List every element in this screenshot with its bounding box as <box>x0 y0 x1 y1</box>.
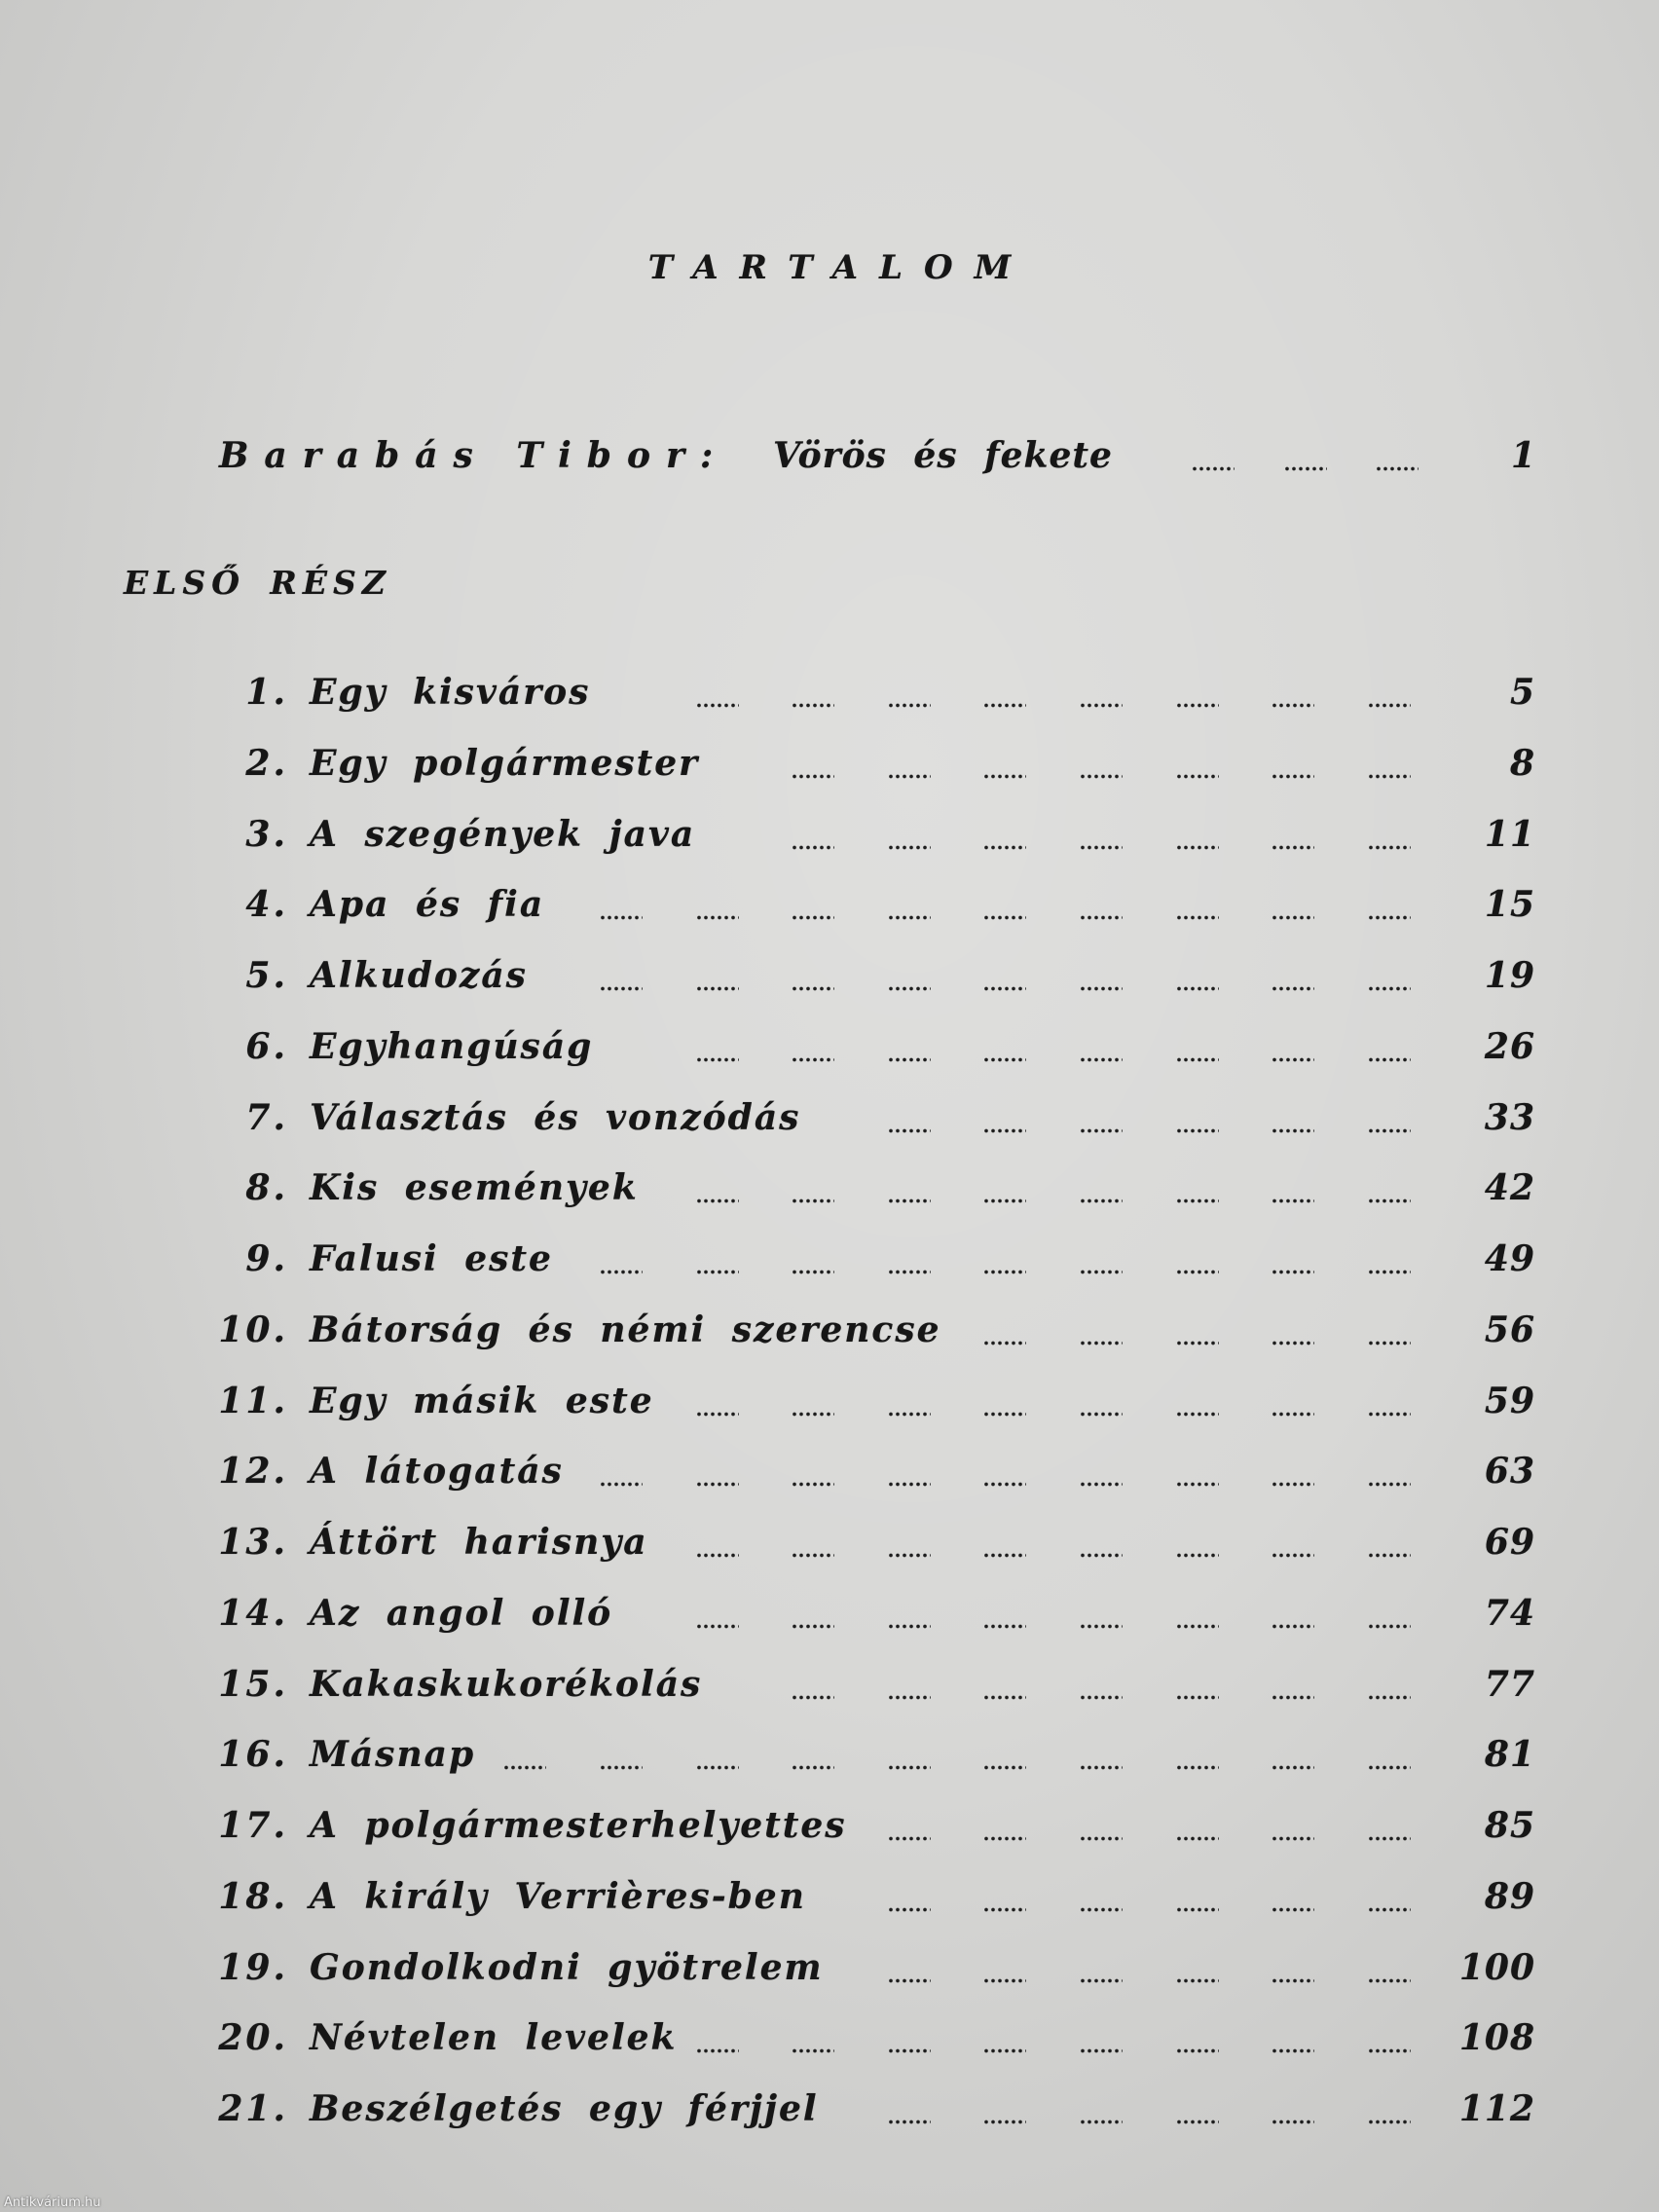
chapter-title: Áttört harisnya <box>310 1522 648 1563</box>
dot-leader-group <box>1272 1836 1314 1841</box>
dot-leader-group <box>1272 915 1314 920</box>
dot-leader-group <box>888 1412 931 1417</box>
chapter-number: 4. <box>245 884 288 926</box>
chapter-page-number: 108 <box>1458 2017 1535 2059</box>
dot-leader-group <box>1176 2120 1219 2124</box>
chapter-entry <box>0 1366 1659 1437</box>
dot-leader-group <box>983 915 1026 920</box>
intro-title: Vörös és fekete <box>773 435 1113 476</box>
dot-leader-group <box>1368 1765 1411 1770</box>
dot-leader-group <box>1368 703 1411 708</box>
dot-leader-group <box>1272 2048 1314 2053</box>
dot-leader-group <box>983 703 1026 708</box>
chapter-entry <box>0 1933 1659 2004</box>
chapter-number: 21. <box>218 2088 288 2129</box>
dot-leader-group <box>696 1482 739 1487</box>
chapter-title: Egy másik este <box>310 1380 654 1421</box>
dot-leader-group <box>1080 1836 1123 1841</box>
chapter-title: Bátorság és némi szerencse <box>310 1309 941 1350</box>
dot-leader-group <box>1176 1553 1219 1558</box>
dot-leader-group <box>983 1765 1026 1770</box>
dot-leader-group <box>600 1270 643 1274</box>
dot-leader-group <box>792 915 834 920</box>
dot-leader-group <box>1080 1482 1123 1487</box>
chapter-title: Kakaskukorékolás <box>310 1663 703 1705</box>
dot-leader-group <box>503 1765 546 1770</box>
dot-leader-group <box>983 1057 1026 1062</box>
dot-leader-group <box>1176 1482 1219 1487</box>
chapter-entry <box>0 1649 1659 1720</box>
chapter-number: 8. <box>245 1167 288 1209</box>
dot-leader-group <box>1368 986 1411 991</box>
chapter-entry <box>0 1436 1659 1507</box>
chapter-number: 5. <box>245 955 288 996</box>
dot-leader-group <box>792 1198 834 1203</box>
dot-leader-group <box>1176 1765 1219 1770</box>
dot-leader-group <box>888 2120 931 2124</box>
chapter-number: 14. <box>218 1592 288 1634</box>
dot-leader-group <box>1176 1412 1219 1417</box>
dot-leader-group <box>1176 986 1219 991</box>
dot-leader-group <box>1368 1412 1411 1417</box>
chapter-entry <box>0 1719 1659 1790</box>
chapter-entry <box>0 1083 1659 1154</box>
dot-leader-group <box>792 774 834 779</box>
dot-leader-group <box>792 1624 834 1629</box>
dot-leader-group <box>600 1482 643 1487</box>
dot-leader-group <box>1272 774 1314 779</box>
dot-leader-group <box>888 1765 931 1770</box>
dot-leader-group <box>888 1270 931 1274</box>
chapter-page-number: 15 <box>1484 884 1535 926</box>
dot-leader-group <box>983 986 1026 991</box>
dot-leader-group <box>696 1765 739 1770</box>
chapter-entry <box>0 728 1659 799</box>
chapter-entry <box>0 799 1659 870</box>
dot-leader-group <box>983 1412 1026 1417</box>
chapter-page-number: 77 <box>1484 1663 1535 1705</box>
chapter-number: 3. <box>245 813 288 855</box>
dot-leader-group <box>696 1270 739 1274</box>
dot-leader-group <box>600 915 643 920</box>
dot-leader-group <box>1272 703 1314 708</box>
chapter-number: 10. <box>218 1309 288 1350</box>
chapter-title: Alkudozás <box>310 955 528 996</box>
dot-leader-group <box>983 1482 1026 1487</box>
dot-leader-group <box>1272 1978 1314 1983</box>
chapter-page-number: 112 <box>1458 2088 1535 2129</box>
dot-leader-group <box>1272 1624 1314 1629</box>
dot-leader-group <box>1176 774 1219 779</box>
dot-leader-group <box>888 1624 931 1629</box>
dot-leader-group <box>1272 1907 1314 1912</box>
dot-leader-group <box>1272 1057 1314 1062</box>
chapter-title: Másnap <box>310 1734 476 1776</box>
chapter-number: 13. <box>218 1522 288 1563</box>
dot-leader-group <box>1272 1553 1314 1558</box>
dot-leader-group <box>983 1270 1026 1274</box>
dot-leader-group <box>1080 1198 1123 1203</box>
dot-leader-group <box>1080 1978 1123 1983</box>
chapter-number: 12. <box>218 1451 288 1493</box>
chapter-number: 17. <box>218 1805 288 1846</box>
dot-leader-group <box>696 1624 739 1629</box>
dot-leader-group <box>1080 1128 1123 1133</box>
chapter-title: Az angol olló <box>310 1592 613 1634</box>
dot-leader-group <box>1272 1482 1314 1487</box>
dot-leader-group <box>792 1482 834 1487</box>
dot-leader-group <box>792 1553 834 1558</box>
chapter-entry <box>0 940 1659 1012</box>
dot-leader-group <box>983 1128 1026 1133</box>
dot-leader-group <box>600 1765 643 1770</box>
dot-leader-group <box>1176 703 1219 708</box>
dot-leader-group <box>888 1695 931 1700</box>
chapter-page-number: 69 <box>1484 1522 1535 1563</box>
dot-leader-group <box>1272 1695 1314 1700</box>
dot-leader-group <box>1080 774 1123 779</box>
chapter-page-number: 26 <box>1484 1025 1535 1067</box>
chapter-number: 19. <box>218 1946 288 1988</box>
chapter-page-number: 19 <box>1484 955 1535 996</box>
dot-leader-group <box>1272 2120 1314 2124</box>
dot-leader-group <box>1368 1198 1411 1203</box>
chapter-page-number: 49 <box>1484 1238 1535 1279</box>
dot-leader-group <box>983 1836 1026 1841</box>
dot-leader-group <box>1368 1978 1411 1983</box>
dot-leader-group <box>1176 1695 1219 1700</box>
dot-leader-group <box>1176 1624 1219 1629</box>
chapter-page-number: 8 <box>1509 742 1535 784</box>
dot-leader-group <box>792 2048 834 2053</box>
dot-leader-group <box>1080 1907 1123 1912</box>
dot-leader-group <box>792 703 834 708</box>
dot-leader-group <box>1080 1695 1123 1700</box>
dot-leader-group <box>696 915 739 920</box>
dot-leader-group <box>1080 1270 1123 1274</box>
dot-leader-group <box>1080 1624 1123 1629</box>
dot-leader-group <box>1368 2120 1411 2124</box>
chapter-title: Apa és fia <box>310 884 545 926</box>
dot-leader-group <box>983 2048 1026 2053</box>
chapter-entry <box>0 1153 1659 1224</box>
dot-leader-group <box>792 1270 834 1274</box>
dot-leader-group <box>792 986 834 991</box>
dot-leader-group <box>1272 1412 1314 1417</box>
dot-leader-group <box>1080 1765 1123 1770</box>
watermark: Antikvárium.hu <box>4 2195 101 2210</box>
chapter-page-number: 33 <box>1484 1096 1535 1138</box>
dot-leader-group <box>792 1057 834 1062</box>
page-title: TARTALOM <box>647 248 1033 287</box>
dot-leader-group <box>1176 1270 1219 1274</box>
dot-leader-group <box>1176 2048 1219 2053</box>
chapter-page-number: 42 <box>1484 1167 1535 1209</box>
dot-leader-group <box>1368 845 1411 850</box>
dot-leader-group <box>888 774 931 779</box>
chapter-title: A király Verrières-ben <box>310 1875 806 1917</box>
chapter-entry <box>0 1507 1659 1578</box>
part-heading: ELSŐ RÉSZ <box>124 564 391 602</box>
chapter-number: 15. <box>218 1663 288 1705</box>
chapter-number: 20. <box>218 2017 288 2059</box>
dot-leader-group <box>1080 2048 1123 2053</box>
dot-leader-group <box>792 1765 834 1770</box>
dot-leader-group <box>1080 1553 1123 1558</box>
chapter-entry <box>0 657 1659 728</box>
chapter-number: 9. <box>245 1238 288 1279</box>
dot-leader-group <box>1368 1270 1411 1274</box>
dot-leader-group <box>983 845 1026 850</box>
dot-leader-group <box>1368 1836 1411 1841</box>
dot-leader-group <box>1176 1836 1219 1841</box>
dot-leader-group <box>1368 2048 1411 2053</box>
dot-leader-group <box>1176 1128 1219 1133</box>
dot-leader-group <box>983 2120 1026 2124</box>
chapter-entry <box>0 1862 1659 1933</box>
dot-leader-group <box>1080 703 1123 708</box>
dot-leader-group <box>888 845 931 850</box>
dot-leader-group <box>1272 1765 1314 1770</box>
dot-leader-group <box>696 1553 739 1558</box>
chapter-title: A szegények java <box>310 813 696 855</box>
chapter-title: Kis események <box>310 1167 639 1209</box>
chapter-number: 6. <box>245 1025 288 1067</box>
dot-leader-group <box>1272 1198 1314 1203</box>
dot-leader-group <box>1176 845 1219 850</box>
dot-leader-group <box>1176 1057 1219 1062</box>
dot-leader-group <box>696 986 739 991</box>
chapter-page-number: 63 <box>1484 1451 1535 1493</box>
dot-leader-group <box>1080 2120 1123 2124</box>
chapter-entry <box>0 2074 1659 2145</box>
dot-leader-group <box>1080 915 1123 920</box>
dot-leader-group <box>888 2048 931 2053</box>
chapter-number: 18. <box>218 1875 288 1917</box>
chapter-entry <box>0 1295 1659 1366</box>
dot-leader-group <box>1368 1624 1411 1629</box>
dot-leader-group <box>1368 774 1411 779</box>
dot-leader-group <box>600 986 643 991</box>
chapter-number: 7. <box>245 1096 288 1138</box>
dot-leader-group <box>888 1553 931 1558</box>
dot-leader-group <box>888 1836 931 1841</box>
dot-leader-group <box>1176 1198 1219 1203</box>
dot-leader-group <box>888 1057 931 1062</box>
dot-leader-group <box>696 1412 739 1417</box>
chapter-number: 16. <box>218 1734 288 1776</box>
dot-leader-group <box>696 1198 739 1203</box>
dot-leader-group <box>888 1482 931 1487</box>
chapter-number: 1. <box>245 672 288 713</box>
dot-leader-group <box>888 986 931 991</box>
chapter-number: 11. <box>218 1380 288 1421</box>
dot-leader-group <box>888 1198 931 1203</box>
dot-leader-group <box>1272 1341 1314 1346</box>
chapter-page-number: 5 <box>1509 672 1535 713</box>
chapter-page-number: 100 <box>1458 1946 1535 1988</box>
dot-leader-group <box>792 1412 834 1417</box>
chapter-title: Beszélgetés egy férjjel <box>310 2088 819 2129</box>
dot-leader-group <box>1368 1907 1411 1912</box>
dot-leader-group <box>1368 1695 1411 1700</box>
dot-leader-group <box>888 1128 931 1133</box>
dot-leader-group <box>696 703 739 708</box>
dot-leader-group <box>983 1553 1026 1558</box>
dot-leader-group <box>1368 1482 1411 1487</box>
chapter-title: Falusi este <box>310 1238 553 1279</box>
chapter-title: Választás és vonzódás <box>310 1096 801 1138</box>
dot-leader-group <box>888 915 931 920</box>
dot-leader-group <box>696 2048 739 2053</box>
dot-leader-group <box>1368 915 1411 920</box>
dot-leader-group <box>1272 845 1314 850</box>
dot-leader-group <box>1176 915 1219 920</box>
dot-leader-group <box>983 1695 1026 1700</box>
dot-leader-group <box>792 845 834 850</box>
chapter-entry <box>0 1224 1659 1295</box>
chapter-entry <box>0 1012 1659 1083</box>
dot-leader-group <box>1080 845 1123 850</box>
chapter-page-number: 74 <box>1484 1592 1535 1634</box>
dot-leader-group <box>792 1695 834 1700</box>
dot-leader-group <box>696 1057 739 1062</box>
dot-leader-group <box>1368 1553 1411 1558</box>
dot-leader-group <box>983 1907 1026 1912</box>
dot-leader-group <box>1080 986 1123 991</box>
chapter-title: A polgármesterhelyettes <box>310 1805 847 1846</box>
chapter-title: Névtelen levelek <box>310 2017 678 2059</box>
chapter-title: Egyhangúság <box>310 1025 594 1067</box>
dot-leader-group <box>983 1624 1026 1629</box>
dot-leader-group <box>1080 1341 1123 1346</box>
chapter-title: Egy polgármester <box>310 742 700 784</box>
chapter-page-number: 56 <box>1484 1309 1535 1350</box>
chapter-number: 2. <box>245 742 288 784</box>
dot-leader-group <box>888 1978 931 1983</box>
chapter-title: Egy kisváros <box>310 672 591 713</box>
chapter-entry <box>0 1790 1659 1862</box>
chapter-entry <box>0 869 1659 940</box>
dot-leader-group <box>1368 1128 1411 1133</box>
chapter-page-number: 81 <box>1484 1734 1535 1776</box>
intro-author: Barabás Tibor: <box>219 435 729 476</box>
dot-leader-group <box>1176 1978 1219 1983</box>
chapter-entry <box>0 1578 1659 1649</box>
chapter-entry <box>0 2003 1659 2074</box>
chapter-title: Gondolkodni gyötrelem <box>310 1946 824 1988</box>
intro-page-number: 1 <box>1510 435 1535 476</box>
dot-leader-group <box>983 1198 1026 1203</box>
dot-leader-group <box>1272 1128 1314 1133</box>
dot-leader-group <box>888 1907 931 1912</box>
dot-leader-group <box>1368 1341 1411 1346</box>
dot-leader-group <box>1272 1270 1314 1274</box>
dot-leader-group <box>1080 1412 1123 1417</box>
dot-leader-group <box>983 774 1026 779</box>
dot-leader-group <box>1176 1341 1219 1346</box>
dot-leader-group <box>888 703 931 708</box>
chapter-page-number: 11 <box>1484 813 1535 855</box>
dot-leader-group <box>1272 986 1314 991</box>
dot-leader-group <box>983 1978 1026 1983</box>
chapter-title: A látogatás <box>310 1451 564 1493</box>
dot-leader-group <box>1080 1057 1123 1062</box>
dot-leader-group <box>1176 1907 1219 1912</box>
dot-leader-group <box>1368 1057 1411 1062</box>
dot-leader-group <box>983 1341 1026 1346</box>
chapter-page-number: 85 <box>1484 1805 1535 1846</box>
chapter-page-number: 59 <box>1484 1380 1535 1421</box>
chapter-page-number: 89 <box>1484 1875 1535 1917</box>
